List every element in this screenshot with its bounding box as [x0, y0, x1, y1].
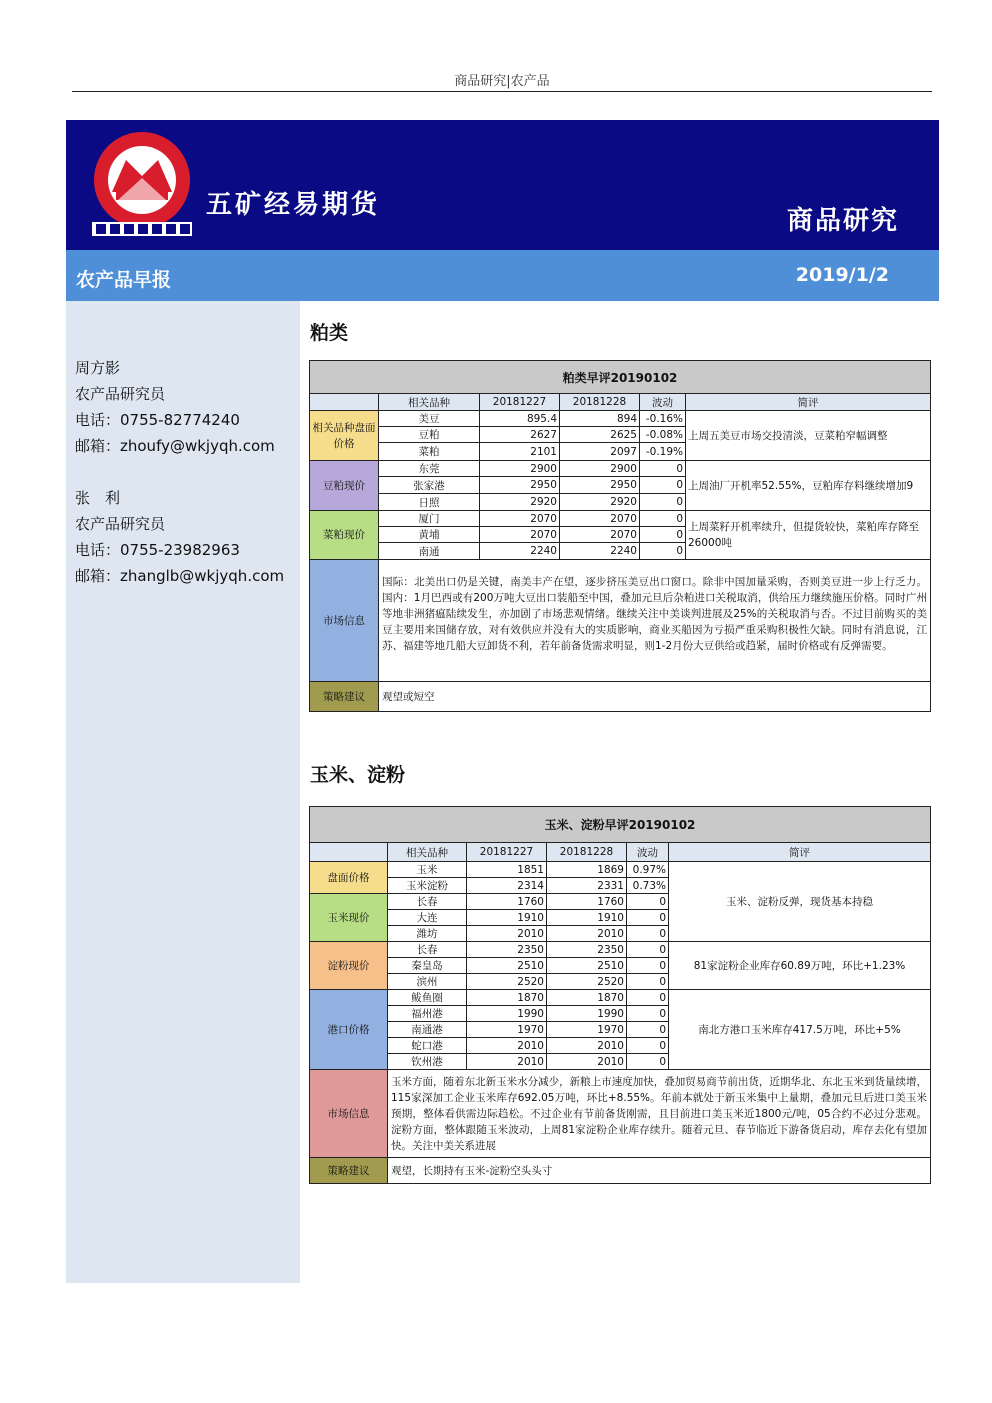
table-cell: 2510	[467, 958, 547, 974]
table-cell: 滨州	[388, 974, 467, 990]
table-cell: 0	[640, 477, 686, 494]
analyst-sidebar	[66, 301, 300, 1283]
table-cell: 1990	[547, 1006, 627, 1022]
table-cell: 1869	[547, 862, 627, 878]
table-cell: 黄埔	[379, 527, 480, 543]
category-cell: 盘面价格	[310, 862, 388, 894]
table-cell: 日照	[379, 494, 480, 511]
analyst-phone: 电话：0755-23982963	[75, 541, 240, 559]
category-cell: 菜粕现价	[310, 511, 379, 560]
table-cell: 0.97%	[627, 862, 669, 878]
table-cell: 2240	[560, 543, 640, 560]
table-cell: 2350	[467, 942, 547, 958]
table-cell: 2010	[467, 1054, 547, 1070]
banner	[66, 120, 939, 250]
table-header: 波动	[627, 843, 669, 862]
table-header: 相关品种	[388, 843, 467, 862]
comment-cell: 81家淀粉企业库存60.89万吨，环比+1.23%	[669, 942, 931, 990]
department-title: 商品研究	[786, 206, 899, 236]
comment-cell: 上周菜籽开机率续升，但提货较快，菜粕库存降至26000吨	[686, 511, 931, 560]
table-header: 20181227	[467, 843, 547, 862]
table-cell: 2070	[480, 511, 560, 527]
strategy-label: 策略建议	[310, 1158, 388, 1184]
table-cell: 南通港	[388, 1022, 467, 1038]
comment-cell: 玉米、淀粉反弹，现货基本持稳	[669, 862, 931, 942]
table-cell: 0	[627, 1054, 669, 1070]
table-cell: 张家港	[379, 477, 480, 494]
table-cell: 1870	[467, 990, 547, 1006]
table-cell: 大连	[388, 910, 467, 926]
comment-cell: 上周五美豆市场交投清淡，豆菜粕窄幅调整	[686, 411, 931, 461]
table-cell: 0	[640, 461, 686, 477]
table-cell: 1970	[547, 1022, 627, 1038]
table-cell: 2101	[480, 443, 560, 461]
analyst-phone: 电话：0755-82774240	[75, 411, 240, 429]
table-cell: 0	[627, 1022, 669, 1038]
category-cell: 玉米现价	[310, 894, 388, 942]
analyst-name: 周方影	[75, 359, 121, 377]
corn-table	[309, 806, 931, 1184]
table-cell: 2070	[560, 511, 640, 527]
market-info-text: 国际：北美出口仍是关键，南美丰产在望，逐步挤压美豆出口窗口。除非中国加量采购，否则美豆进一步上行乏力。国内：1月巴西或有200万吨大豆出口装船至中国，叠加元旦后杂粕进口关税取消，供给压力继续施压价格。同时广州等地非洲猪瘟陆续发生，亦加剧了市场悲观情绪。继续关注中美谈判进展及25%的关税取消与否。不过目前购买的美豆主要用来国储存放，对有效供应并没有大的实质影响，商业买船因为亏损严重采购积极性欠缺。同时有消息说，江苏、福建等地几船大豆卸货不利，若年前备货需求明显，则1-2月份大豆供给或趋紧，届时价格或有反弹需要。	[379, 560, 931, 682]
table-cell: 长春	[388, 894, 467, 910]
table-cell: 秦皇岛	[388, 958, 467, 974]
category-cell: 豆粕现价	[310, 461, 379, 511]
table-cell: 厦门	[379, 511, 480, 527]
table-cell: 0	[627, 910, 669, 926]
analyst-email[interactable]: 邮箱：zhanglb@wkjyqh.com	[75, 567, 285, 585]
comment-cell: 南北方港口玉米库存417.5万吨，环比+5%	[669, 990, 931, 1070]
table-cell: 玉米淀粉	[388, 878, 467, 894]
table-header: 20181228	[547, 843, 627, 862]
minmetals-logo-icon	[88, 130, 196, 240]
section-title-corn: 玉米、淀粉	[310, 764, 406, 786]
table-cell: 2010	[467, 926, 547, 942]
table-cell: 0	[640, 527, 686, 543]
table-cell: 2625	[560, 427, 640, 443]
section-title-meal: 粕类	[310, 322, 349, 344]
table-cell: 2920	[560, 494, 640, 511]
strategy-text: 观望，长期持有玉米-淀粉空头头寸	[388, 1158, 931, 1184]
analyst-name: 张 利	[75, 489, 121, 507]
table-cell: 1910	[547, 910, 627, 926]
table-cell: 0	[627, 894, 669, 910]
table-cell: 2097	[560, 443, 640, 461]
table-cell: 2950	[560, 477, 640, 494]
table-cell: 1970	[467, 1022, 547, 1038]
table-cell: 2900	[560, 461, 640, 477]
table-cell: 潍坊	[388, 926, 467, 942]
table-cell: 0	[640, 494, 686, 511]
analyst-card	[75, 355, 275, 459]
table-cell: 2510	[547, 958, 627, 974]
table-cell: 1760	[547, 894, 627, 910]
table-cell: 蛇口港	[388, 1038, 467, 1054]
table-cell: 0	[640, 511, 686, 527]
table-cell: 0	[627, 974, 669, 990]
table-header: 简评	[686, 394, 931, 411]
table-cell: 2627	[480, 427, 560, 443]
market-info-label: 市场信息	[310, 1070, 388, 1158]
table-cell: 美豆	[379, 411, 480, 427]
table-cell: 1760	[467, 894, 547, 910]
table-cell: 东莞	[379, 461, 480, 477]
table-cell: 豆粕	[379, 427, 480, 443]
analyst-email[interactable]: 邮箱：zhoufy@wkjyqh.com	[75, 437, 275, 455]
table-cell: 895.4	[480, 411, 560, 427]
strategy-label: 策略建议	[310, 682, 379, 712]
table-cell: 福州港	[388, 1006, 467, 1022]
strategy-text: 观望或短空	[379, 682, 931, 712]
category-cell: 港口价格	[310, 990, 388, 1070]
table-cell: 2350	[547, 942, 627, 958]
table-header: 相关品种	[379, 394, 480, 411]
analyst-card	[75, 485, 284, 589]
table-cell: 0	[627, 926, 669, 942]
table-cell: 2010	[547, 1054, 627, 1070]
table-cell: 0	[627, 958, 669, 974]
comment-cell: 上周油厂开机率52.55%，豆粕库存料继续增加9	[686, 461, 931, 511]
table-cell: 2920	[480, 494, 560, 511]
table-cell: 0	[627, 990, 669, 1006]
analyst-title: 农产品研究员	[75, 385, 166, 403]
report-bar	[66, 250, 939, 301]
table-cell: 2240	[480, 543, 560, 560]
table-cell: 1870	[547, 990, 627, 1006]
table-cell: 0	[627, 1006, 669, 1022]
table-cell: 2010	[547, 926, 627, 942]
table-header: 20181228	[560, 394, 640, 411]
table-cell: 玉米	[388, 862, 467, 878]
table-cell: 0.73%	[627, 878, 669, 894]
corn-table-title: 玉米、淀粉早评20190102	[310, 807, 931, 843]
table-header: 波动	[640, 394, 686, 411]
table-cell: 2950	[480, 477, 560, 494]
table-cell: 2070	[560, 527, 640, 543]
table-cell: 2010	[547, 1038, 627, 1054]
table-cell: 鲅鱼圈	[388, 990, 467, 1006]
table-cell: -0.19%	[640, 443, 686, 461]
table-cell: 2520	[547, 974, 627, 990]
table-cell: 894	[560, 411, 640, 427]
table-cell: 1990	[467, 1006, 547, 1022]
table-cell: 2520	[467, 974, 547, 990]
table-cell: 长春	[388, 942, 467, 958]
table-cell: 2070	[480, 527, 560, 543]
table-cell: 2900	[480, 461, 560, 477]
page-header: 商品研究|农产品	[72, 70, 932, 92]
report-date: 2019/1/2	[795, 264, 889, 286]
table-cell: 1910	[467, 910, 547, 926]
table-header: 20181227	[480, 394, 560, 411]
meal-table-title: 粕类早评20190102	[310, 361, 931, 394]
table-cell: -0.16%	[640, 411, 686, 427]
table-header: 简评	[669, 843, 931, 862]
table-cell: 南通	[379, 543, 480, 560]
market-info-text: 玉米方面，随着东北新玉米水分减少，新粮上市速度加快，叠加贸易商节前出货，近期华北、东北玉米到货量续增，115家深加工企业玉米库存692.05万吨，环比+8.55%。年前本就处于新玉米集中上量期，叠加元旦后进口美玉米预期，整体看供需边际趋松。不过企业有节前备货刚需，且目前进口美玉米近1800元/吨，05合约不必过分悲观。淀粉方面，整体跟随玉米波动，上周81家淀粉企业库存续升。随着元旦、春节临近下游备货启动，库存去化有望加快。关注中美关系进展	[388, 1070, 931, 1158]
analyst-title: 农产品研究员	[75, 515, 166, 533]
table-cell: 菜粕	[379, 443, 480, 461]
table-cell: 2314	[467, 878, 547, 894]
table-cell: 0	[640, 543, 686, 560]
table-cell: 2331	[547, 878, 627, 894]
table-cell: 0	[627, 942, 669, 958]
meal-table	[309, 360, 931, 712]
table-cell: -0.08%	[640, 427, 686, 443]
market-info-label: 市场信息	[310, 560, 379, 682]
category-cell: 淀粉现价	[310, 942, 388, 990]
company-name: 五矿经易期货	[206, 190, 381, 220]
report-name: 农产品早报	[76, 269, 172, 291]
category-cell: 相关品种盘面价格	[310, 411, 379, 461]
table-cell: 0	[627, 1038, 669, 1054]
table-cell: 1851	[467, 862, 547, 878]
table-cell: 钦州港	[388, 1054, 467, 1070]
table-cell: 2010	[467, 1038, 547, 1054]
